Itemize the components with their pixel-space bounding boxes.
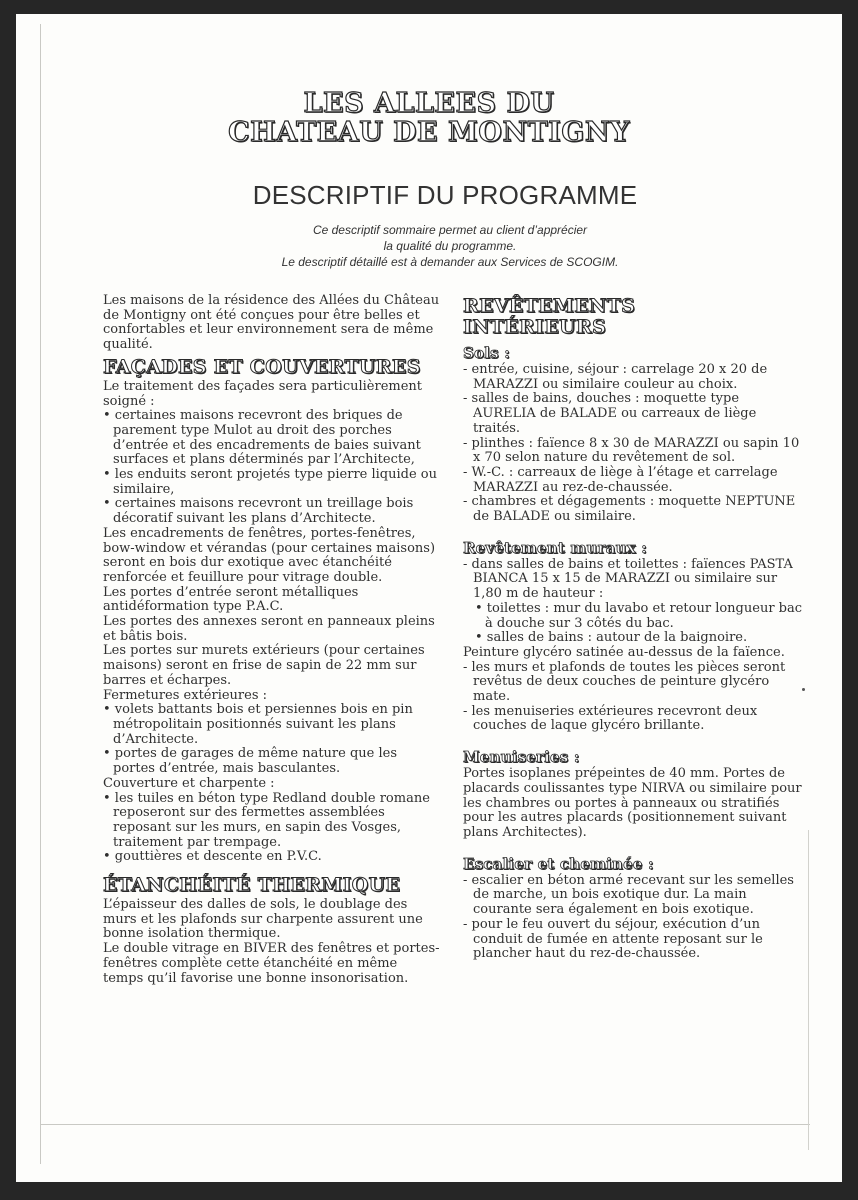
bullet-item: • portes de garages de même nature que les portes d’entrée, mais basculantes. — [103, 746, 398, 777]
paragraph: Portes isoplanes prépeintes de 40 mm. Portes de placards coulissantes type NIRVA ou similaire pour les chambres ou portes à panneaux ou stratifiés pour les autres placards (positionnement suivant plans Architectes). — [463, 766, 802, 840]
title-line-2: CHATEAU DE MONTIGNY — [228, 117, 630, 148]
list-item: - les menuiseries extérieures recevront deux couches de laque glycéro brillante. — [463, 703, 758, 734]
paragraph: Les portes d’entrée seront métalliques antidéformation type P.A.C. — [103, 584, 359, 615]
list-item: - salles de bains, douches : moquette type AURELIA de BALADE ou carreaux de liège traités. — [463, 391, 757, 436]
list-item: - dans salles de bains et toilettes : faïences PASTA BIANCA 15 x 15 de MARAZZI ou similaire sur 1,80 m de hauteur : — [463, 556, 793, 602]
title-line-1: LES ALLEES DU — [303, 88, 555, 119]
bullet-item: • certaines maisons recevront un treillage bois décoratif suivant les plans d’Architecte. — [103, 496, 414, 527]
intro-line: Le descriptif détaillé est à demander aux Services de SCOGIM. — [281, 255, 619, 269]
sub-bullet-item: • salles de bains : autour de la baignoire. — [475, 630, 748, 646]
escalier-heading: Escalier et cheminée : — [463, 854, 654, 873]
facades-heading: FAÇADES ET COUVERTURES — [103, 355, 421, 378]
list-item: - plinthes : faïence 8 x 30 de MARAZZI ou sapin 10 x 70 selon nature du revêtement de sol. — [463, 435, 800, 466]
sols-heading: Sols : — [463, 344, 510, 362]
list-item: - chambres et dégagements : moquette NEPTUNE de BALADE ou similaire. — [463, 494, 796, 525]
list-item: - les murs et plafonds de toutes les pièces seront revêtus de deux couches de peinture glycéro mate. — [463, 659, 786, 705]
revetements-heading: REVÊTEMENTS — [463, 295, 636, 317]
paragraph: Peinture glycéro satinée au-dessus de la faïence. — [463, 644, 785, 660]
paragraph: Les encadrements de fenêtres, portes-fenêtres, bow-window et vérandas (pour certaines maisons) seront en bois dur exotique avec étanchéité renforcée et feuillure pour vitrage double. — [103, 525, 436, 585]
etancheite-heading: ÉTANCHÉITÉ THERMIQUE — [103, 874, 401, 897]
label: Couverture et charpente : — [103, 775, 275, 791]
muraux-heading: Revêtement muraux : — [463, 538, 648, 557]
bullet-item: • volets battants bois et persiennes bois en pin métropolitain positionnés suivant les plans d’Architecte. — [103, 702, 413, 747]
left-column — [103, 294, 440, 986]
bullet-item: • les tuiles en béton type Redland double romane reposeront sur des fermettes assemblées reposant sur les murs, en sapin des Vosges, traitement par trempage. — [103, 790, 430, 850]
list-item: - pour le feu ouvert du séjour, exécution d’un conduit de fumée en attente reposant sur le plancher haut du rez-de-chaussée. — [463, 916, 763, 962]
bullet-item: • certaines maisons recevront des briques de parement type Mulot au droit des porches d’entrée et des encadrements de baies suivant surfaces et plans déterminés par l’Architecte, — [103, 408, 421, 468]
paragraph: Le double vitrage en BIVER des fenêtres et portes-fenêtres complète cette étanchéité en même temps qu’il favorise une bonne insonorisation. — [103, 941, 440, 986]
revetements-heading-line-2: INTÉRIEURS — [463, 316, 607, 338]
intro-line: Ce descriptif sommaire permet au client d’apprécier — [312, 223, 588, 237]
page-edge-bottom — [40, 1124, 810, 1125]
bullet-item: • gouttières et descente en P.V.C. — [103, 849, 322, 865]
sub-bullet-item: • toilettes : mur du lavabo et retour longueur bac à douche sur 3 côtés du bac. — [475, 600, 803, 631]
paragraph: Le traitement des façades sera particulièrement soigné : — [103, 378, 423, 409]
bullet-item: • les enduits seront projetés type pierre liquide ou similaire, — [103, 467, 438, 497]
label: Fermetures extérieures : — [103, 687, 268, 703]
paragraph: Les portes des annexes seront en panneaux pleins et bâtis bois. — [103, 614, 435, 644]
intro-paragraph: Les maisons de la résidence des Allées du Château de Montigny ont été conçues pour être belles et confortables et leur environnement sera de même qualité. — [103, 293, 440, 353]
right-column — [463, 296, 803, 962]
paragraph: Les portes sur murets extérieurs (pour certaines maisons) seront en frise de sapin de 22 mm sur barres et écharpes. — [103, 643, 425, 688]
menuiseries-heading: Menuiseries : — [463, 748, 580, 767]
subtitle: DESCRIPTIF DU PROGRAMME — [252, 180, 638, 210]
list-item: - W.-C. : carreaux de liège à l’étage et carrelage MARAZZI au rez-de-chaussée. — [463, 464, 778, 495]
page-edge-right — [808, 830, 809, 1150]
print-speck — [802, 688, 805, 691]
intro-line: la qualité du programme. — [383, 239, 517, 253]
list-item: - escalier en béton armé recevant sur les semelles de marche, un bois exotique dur. La main courante sera également en bois exotique. — [463, 872, 794, 918]
list-item: - entrée, cuisine, séjour : carrelage 20 x 20 de MARAZZI ou similaire couleur au choix. — [463, 362, 768, 392]
paragraph: L’épaisseur des dalles de sols, le doublage des murs et les plafonds sur charpente assurent une bonne isolation thermique. — [103, 897, 423, 942]
intro-note — [200, 222, 700, 270]
